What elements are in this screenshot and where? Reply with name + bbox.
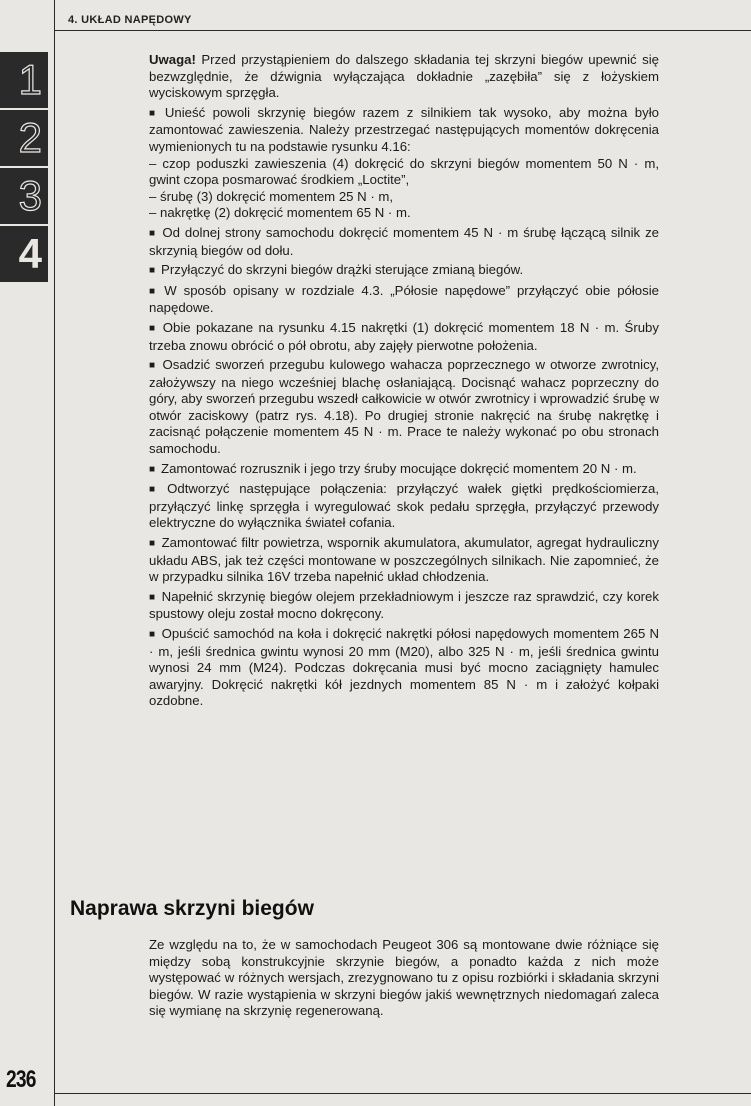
margin-line (54, 0, 55, 1106)
header-rule (54, 30, 751, 31)
paragraph-text: Zamontować filtr powietrza, wspornik akumulatora, akumulator, agregat hydrauliczny układu ABS, jak też części montowane w poszczególnych silnikach. Nie zapomnieć, że w przypadku silnika 16V trzeba napełnić układ chłodzenia. (149, 535, 659, 585)
bullet-paragraph (149, 626, 659, 710)
chapter-tab-2 (0, 110, 48, 166)
bullet-paragraph (149, 461, 659, 479)
bullet-icon: ■ (149, 227, 157, 239)
paragraph-text: Przyłączyć do skrzyni biegów drążki sterujące zmianą biegów. (161, 262, 524, 278)
tab-number: 3 (18, 172, 42, 219)
paragraph-text: W sposób opisany w rozdziale 4.3. „Półosie napędowe” przyłączyć obie półosie napędowe. (149, 282, 659, 316)
bullet-icon: ■ (149, 484, 162, 496)
chapter-tab-3 (0, 168, 48, 224)
bullet-paragraph (149, 535, 659, 586)
instructions-text (149, 52, 659, 713)
paragraph-text: Obie pokazane na rysunku 4.15 nakrętki (1) dokręcić momentem 18 N · m. Śruby trzeba znowu obrócić o pół obrotu, aby zajęły pierwotne położenia. (149, 319, 659, 353)
bullet-icon: ■ (149, 285, 159, 297)
paragraph-text: Napełnić skrzynię biegów olejem przekładniowym i jeszcze raz sprawdzić, czy korek spustowy oleju został mocno dokręcony. (149, 588, 659, 622)
tab-number: 2 (18, 114, 42, 161)
bullet-paragraph (149, 283, 659, 317)
paragraph-text: Osadzić sworzeń przegubu kulowego wahacza poprzecznego w otworze zwrotnicy, założywszy na niego wcześniej blachę osłaniającą. Docisnąć wahacz poprzeczny do góry, aby sworzeń przegubu wszedł całkowicie w otwór zwrotnicy i wprowadzić śrubę w otwór zaciskowy (patrz rys. 4.18). Po drugiej stronie nakręcić na śrubę nakrętkę i zacisnąć połączenie momentem 45 N · m. Prace te należy wykonać po obu stronach samochodu. (149, 357, 659, 457)
paragraph-text: Odtworzyć następujące połączenia: przyłączyć wałek giętki prędkościomierza, przyłączyć linkę sprzęgła i wyregulować skok pedału sprzęgła, przyłączyć przewody elektryczne do wyłącznika świateł cofania. (149, 481, 659, 531)
bullet-paragraph (149, 357, 659, 458)
note-lead: Uwaga! (149, 52, 196, 67)
paragraph-text: Opuścić samochód na koła i dokręcić nakrętki półosi napędowych momentem 265 N · m, jeśli średnica gwintu wynosi 20 mm (M20), albo 325 N · m, jeśli średnica gwintu wynosi 24 mm (M24). Podczas dokręcania musi być mocno zaciągnięty hamulec awaryjny. Dokręcić nakrętki kół jezdnych momentem 85 N · m i założyć kołpaki ozdobne. (149, 626, 659, 709)
bullet-paragraph (149, 105, 659, 156)
bullet-paragraph (149, 481, 659, 532)
paragraph-text: Unieść powoli skrzynię biegów razem z silnikiem tak wysoko, aby można było zamontować zawieszenia. Należy przestrzegać następujących momentów dokręcenia wymienionych tu na podstawie rysunku 4.16: (149, 104, 659, 154)
bullet-icon: ■ (149, 463, 156, 475)
bullet-icon: ■ (149, 629, 156, 640)
dash-item: – nakrętkę (2) dokręcić momentem 65 N · m. (149, 205, 411, 221)
bullet-paragraph (149, 589, 659, 623)
bullet-icon: ■ (149, 265, 156, 277)
paragraph-text: Zamontować rozrusznik i jego trzy śruby mocujące dokręcić momentem 20 N · m. (161, 460, 637, 476)
bullet-paragraph (149, 320, 659, 354)
chapter-tab-4-active (0, 226, 48, 282)
tab-number: 4 (18, 230, 42, 277)
tab-number: 1 (18, 56, 42, 103)
bullet-icon: ■ (149, 591, 156, 603)
bullet-icon: ■ (149, 322, 157, 334)
bullet-paragraph (149, 225, 659, 259)
bullet-icon: ■ (149, 360, 157, 372)
note-text: Przed przystąpieniem do dalszego składania tej skrzyni biegów upewnić się bezwzględnie, że dźwignia wyłączająca dokładnie „zazębiła” się z łożyskiem wyciskowym sprzęgła. (149, 52, 659, 101)
dash-item: – czop poduszki zawieszenia (4) dokręcić do skrzyni biegów momentem 50 N · m, gwint czopa posmarować środkiem „Loctite”, (149, 155, 659, 188)
section-heading: Naprawa skrzyni biegów (70, 897, 314, 920)
bullet-icon: ■ (149, 107, 159, 119)
page-number: 236 (6, 1066, 36, 1093)
footer-rule (54, 1093, 751, 1094)
bullet-paragraph (149, 262, 659, 280)
section-paragraph: Ze względu na to, że w samochodach Peugeot 306 są montowane dwie różniące się między sobą konstrukcyjnie skrzynie biegów, a ponadto każda z nich może występować w różnych wersjach, zrezygnowano tu z opisu rozbiórki i składania skrzyni biegów. W razie wystąpienia w skrzyni biegów jakiś wewnętrznych niedomagań zaleca się wymianę na skrzynię regenerowaną. (149, 937, 659, 1019)
note-paragraph (149, 52, 659, 102)
chapter-header: 4. UKŁAD NAPĘDOWY (68, 14, 192, 26)
dash-item: – śrubę (3) dokręcić momentem 25 N · m, (149, 188, 394, 204)
chapter-tab-1 (0, 52, 48, 108)
bullet-icon: ■ (149, 538, 156, 550)
paragraph-text: Od dolnej strony samochodu dokręcić momentem 45 N · m śrubę łączącą silnik ze skrzynią biegów od dołu. (149, 224, 659, 258)
